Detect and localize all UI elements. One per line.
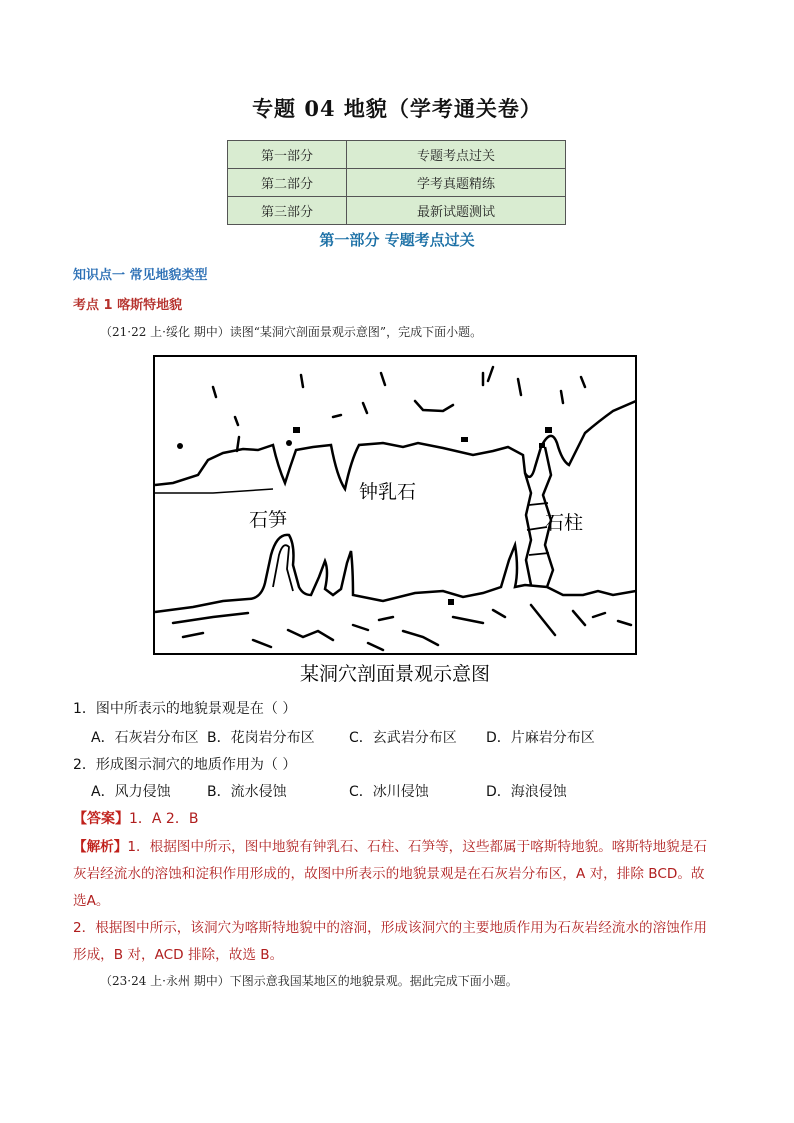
- pillar-label: 石柱: [545, 512, 584, 534]
- question-1-stem: 1．图中所表示的地貌景观是在（ ）: [73, 701, 297, 717]
- contents-row: [228, 169, 566, 197]
- question-1-option[interactable]: C．玄武岩分布区: [349, 730, 457, 746]
- contents-row: [228, 141, 566, 169]
- stalagmite-label: 石笋: [249, 509, 288, 531]
- question-1-option[interactable]: B．花岗岩分布区: [207, 730, 315, 746]
- answer-line: [73, 808, 198, 828]
- contents-part: 第三部分: [228, 197, 347, 225]
- exam-point-title: 考点 1 喀斯特地貌: [73, 298, 183, 313]
- contents-part: 第二部分: [228, 169, 347, 197]
- analysis-line: 2．根据图中所示，该洞穴为喀斯特地貌中的溶洞，形成该洞穴的主要地质作用为石灰岩经流水的溶蚀作用: [73, 920, 707, 936]
- question-2-option[interactable]: C．冰川侵蚀: [349, 784, 429, 800]
- question-2-option[interactable]: B．流水侵蚀: [207, 784, 287, 800]
- question-1-option[interactable]: D．片麻岩分布区: [486, 730, 595, 746]
- contents-name: 专题考点过关: [347, 141, 566, 169]
- question-2-stem: 2．形成图示洞穴的地质作用为（ ）: [73, 757, 297, 773]
- answer-text: 1．A 2．B: [129, 811, 199, 827]
- contents-row: [228, 197, 566, 225]
- contents-name: 最新试题测试: [347, 197, 566, 225]
- figure-caption: 某洞穴剖面景观示意图: [299, 663, 491, 685]
- question-1-option[interactable]: A．石灰岩分布区: [91, 730, 199, 746]
- analysis-tag: 【解析】: [73, 839, 128, 855]
- analysis-line: 形成，B 对，ACD 排除，故选 B。: [73, 947, 284, 963]
- knowledge-point-title: 知识点一 常见地貌类型: [73, 268, 208, 283]
- question-2-option[interactable]: D．海浪侵蚀: [486, 784, 567, 800]
- cave-cross-section-figure: [153, 355, 638, 690]
- contents-table: [227, 140, 566, 225]
- part-heading: 第一部分 专题考点过关: [319, 231, 475, 249]
- stalactite-label: 钟乳石: [359, 481, 417, 503]
- contents-part: 第一部分: [228, 141, 347, 169]
- document-title: 专题 04 地貌（学考通关卷）: [252, 96, 542, 121]
- answer-tag: 【答案】: [73, 811, 129, 827]
- contents-name: 学考真题精练: [347, 169, 566, 197]
- analysis-text: 1．根据图中所示，图中地貌有钟乳石、石柱、石笋等，这些都属于喀斯特地貌。喀斯特地貌是石: [127, 839, 707, 855]
- analysis-line: 灰岩经流水的溶蚀和淀积作用形成的，故图中所表示的地貌景观是在石灰岩分布区，A 对，排除 BCD。故: [73, 866, 705, 882]
- question-source: （21·22 上·绥化 期中）读图“某洞穴剖面景观示意图”，完成下面小题。: [100, 325, 483, 339]
- analysis-line: 选A。: [73, 893, 110, 909]
- question-source: （23·24 上·永州 期中）下图示意我国某地区的地貌景观。据此完成下面小题。: [100, 974, 518, 988]
- question-2-option[interactable]: A．风力侵蚀: [91, 784, 171, 800]
- analysis-line: [73, 835, 707, 855]
